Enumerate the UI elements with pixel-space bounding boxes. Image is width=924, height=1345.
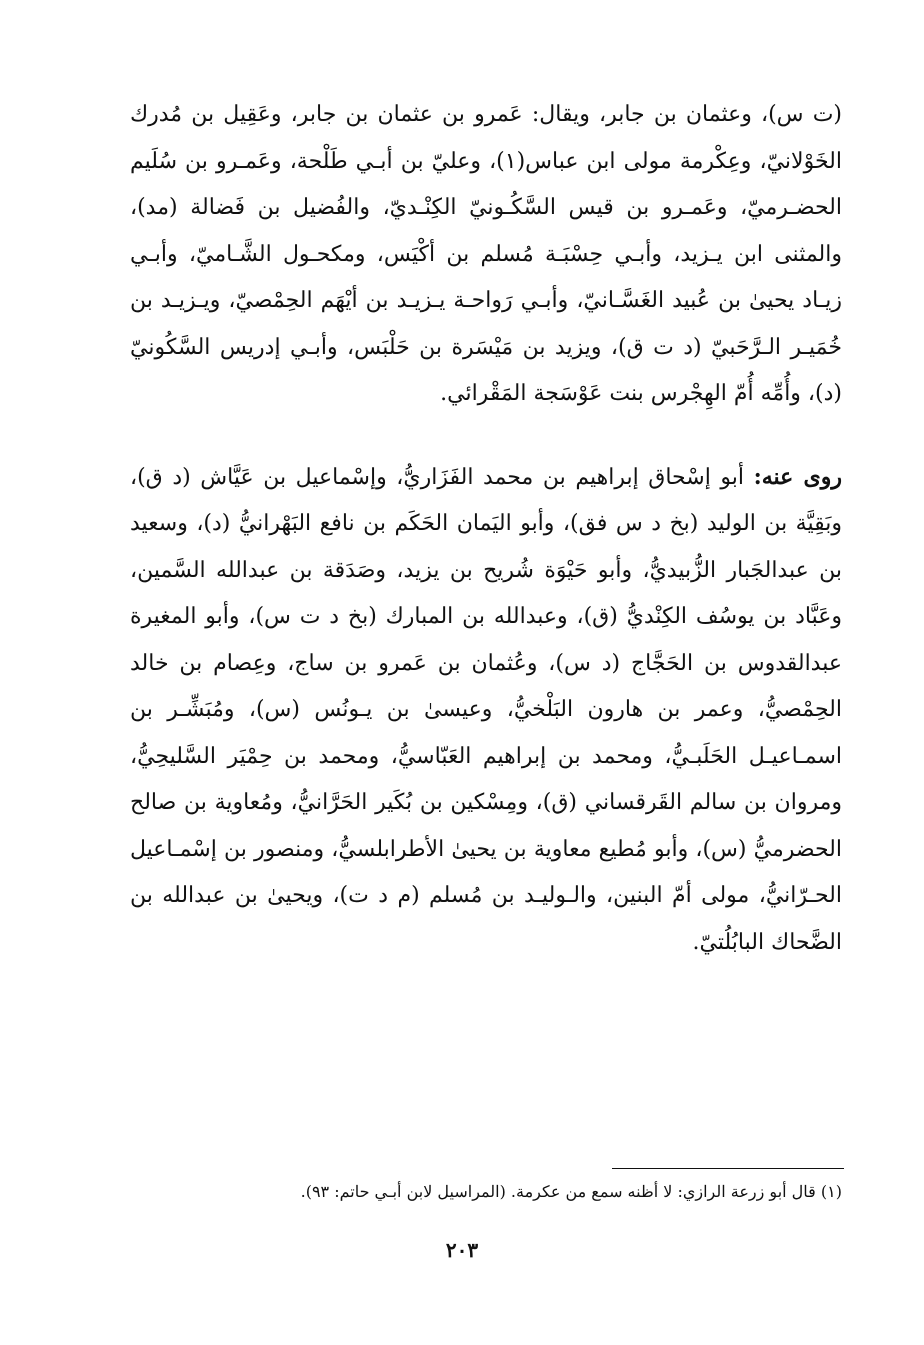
paragraph-teachers: (ت س)، وعثمان بن جابر، ويقال: عَمرو بن عثمان بن جابر، وعَقِيل بن مُدرك الخَوْلانيّ، وعِكْرمة مولى ابن عباس(١)، وعليّ بن أبـي طَلْحة، وعَمـرو بن سُلَيم الحضـرميّ، وعَمـرو بن قيس السَّكُـونيّ الكِنْـديّ، والفُضيل بن فَضالة (مد)، والمثنى ابن يـزيد، وأبـي حِسْبَـة مُسلم بن أكْيَس، ومكحـول الشَّـاميّ، وأبـي زيـاد يحيىٰ بن عُبيد الغَسَّـانيّ، وأبـي رَواحـة يـزيـد بن أيْهَم الحِمْصيّ، ويـزيـد بن خُمَيـر الـرَّحَبيّ (د ت ق)، ويزيد بن مَيْسَرة بن حَلْبَس، وأبـي إدريس السَّكُونيّ (د)، وأُمِّه أُمّ الهِجْرس بنت عَوْسَجة المَقْرائي. — [130, 102, 842, 406]
page-number: ٢٠٣ — [445, 1238, 479, 1262]
students-text: أبو إسْحاق إبراهيم بن محمد الفَزَاريُّ، وإسْماعيل بن عَيَّاش (د ق)، وبَقِيَّة بن الوليد (بخ د س فق)، وأبو اليَمان الحَكَم بن نافع البَهْرانيُّ (د)، وسعيد بن عبدالجَبار الزُّبيديُّ، وأبو حَيْوَة شُريح بن يزيد، وصَدَقة بن عبدالله السَّمين، وعَبَّاد بن يوسُف الكِنْديُّ (ق)، وعبدالله بن المبارك (بخ د ت س)، وأبو المغيرة عبدالقدوس بن الحَجَّاج (د س)، وعُثمان بن عَمرو بن ساج، وعِصام بن خالد الحِمْصيُّ، وعمر بن هارون البَلْخيُّ، وعيسىٰ بن يـونُس (س)، ومُبَشِّـر بن اسمـاعيـل الحَلَبـيُّ، ومحمد بن إبراهيم العَبّاسيُّ، ومحمد بن حِمْيَر السَّليحِيُّ، ومروان بن سالم القَرقساني (ق)، ومِسْكين بن بُكَير الحَرَّانيُّ، ومُعاوية بن صالح الحضرميُّ (س)، وأبو مُطيع معاوية بن يحيىٰ الأطرابلسيُّ، ومنصور بن إسْمـاعيل الحـرّانيُّ، مولى أمّ البنين، والـوليـد بن مُسلم (م د ت)، ويحيىٰ بن عبدالله بن الضَّحاك البابُلُتيّ. — [130, 464, 842, 955]
footnote: (١) قال أبو زرعة الرازي: لا أظنه سمع من عكرمة. (المراسيل لابن أبـي حاتم: ٩٣). — [300, 1182, 842, 1201]
paragraph-students — [130, 454, 842, 967]
page-body — [130, 92, 842, 966]
footnote-divider — [612, 1168, 844, 1169]
students-heading: روى عنه: — [753, 463, 842, 490]
